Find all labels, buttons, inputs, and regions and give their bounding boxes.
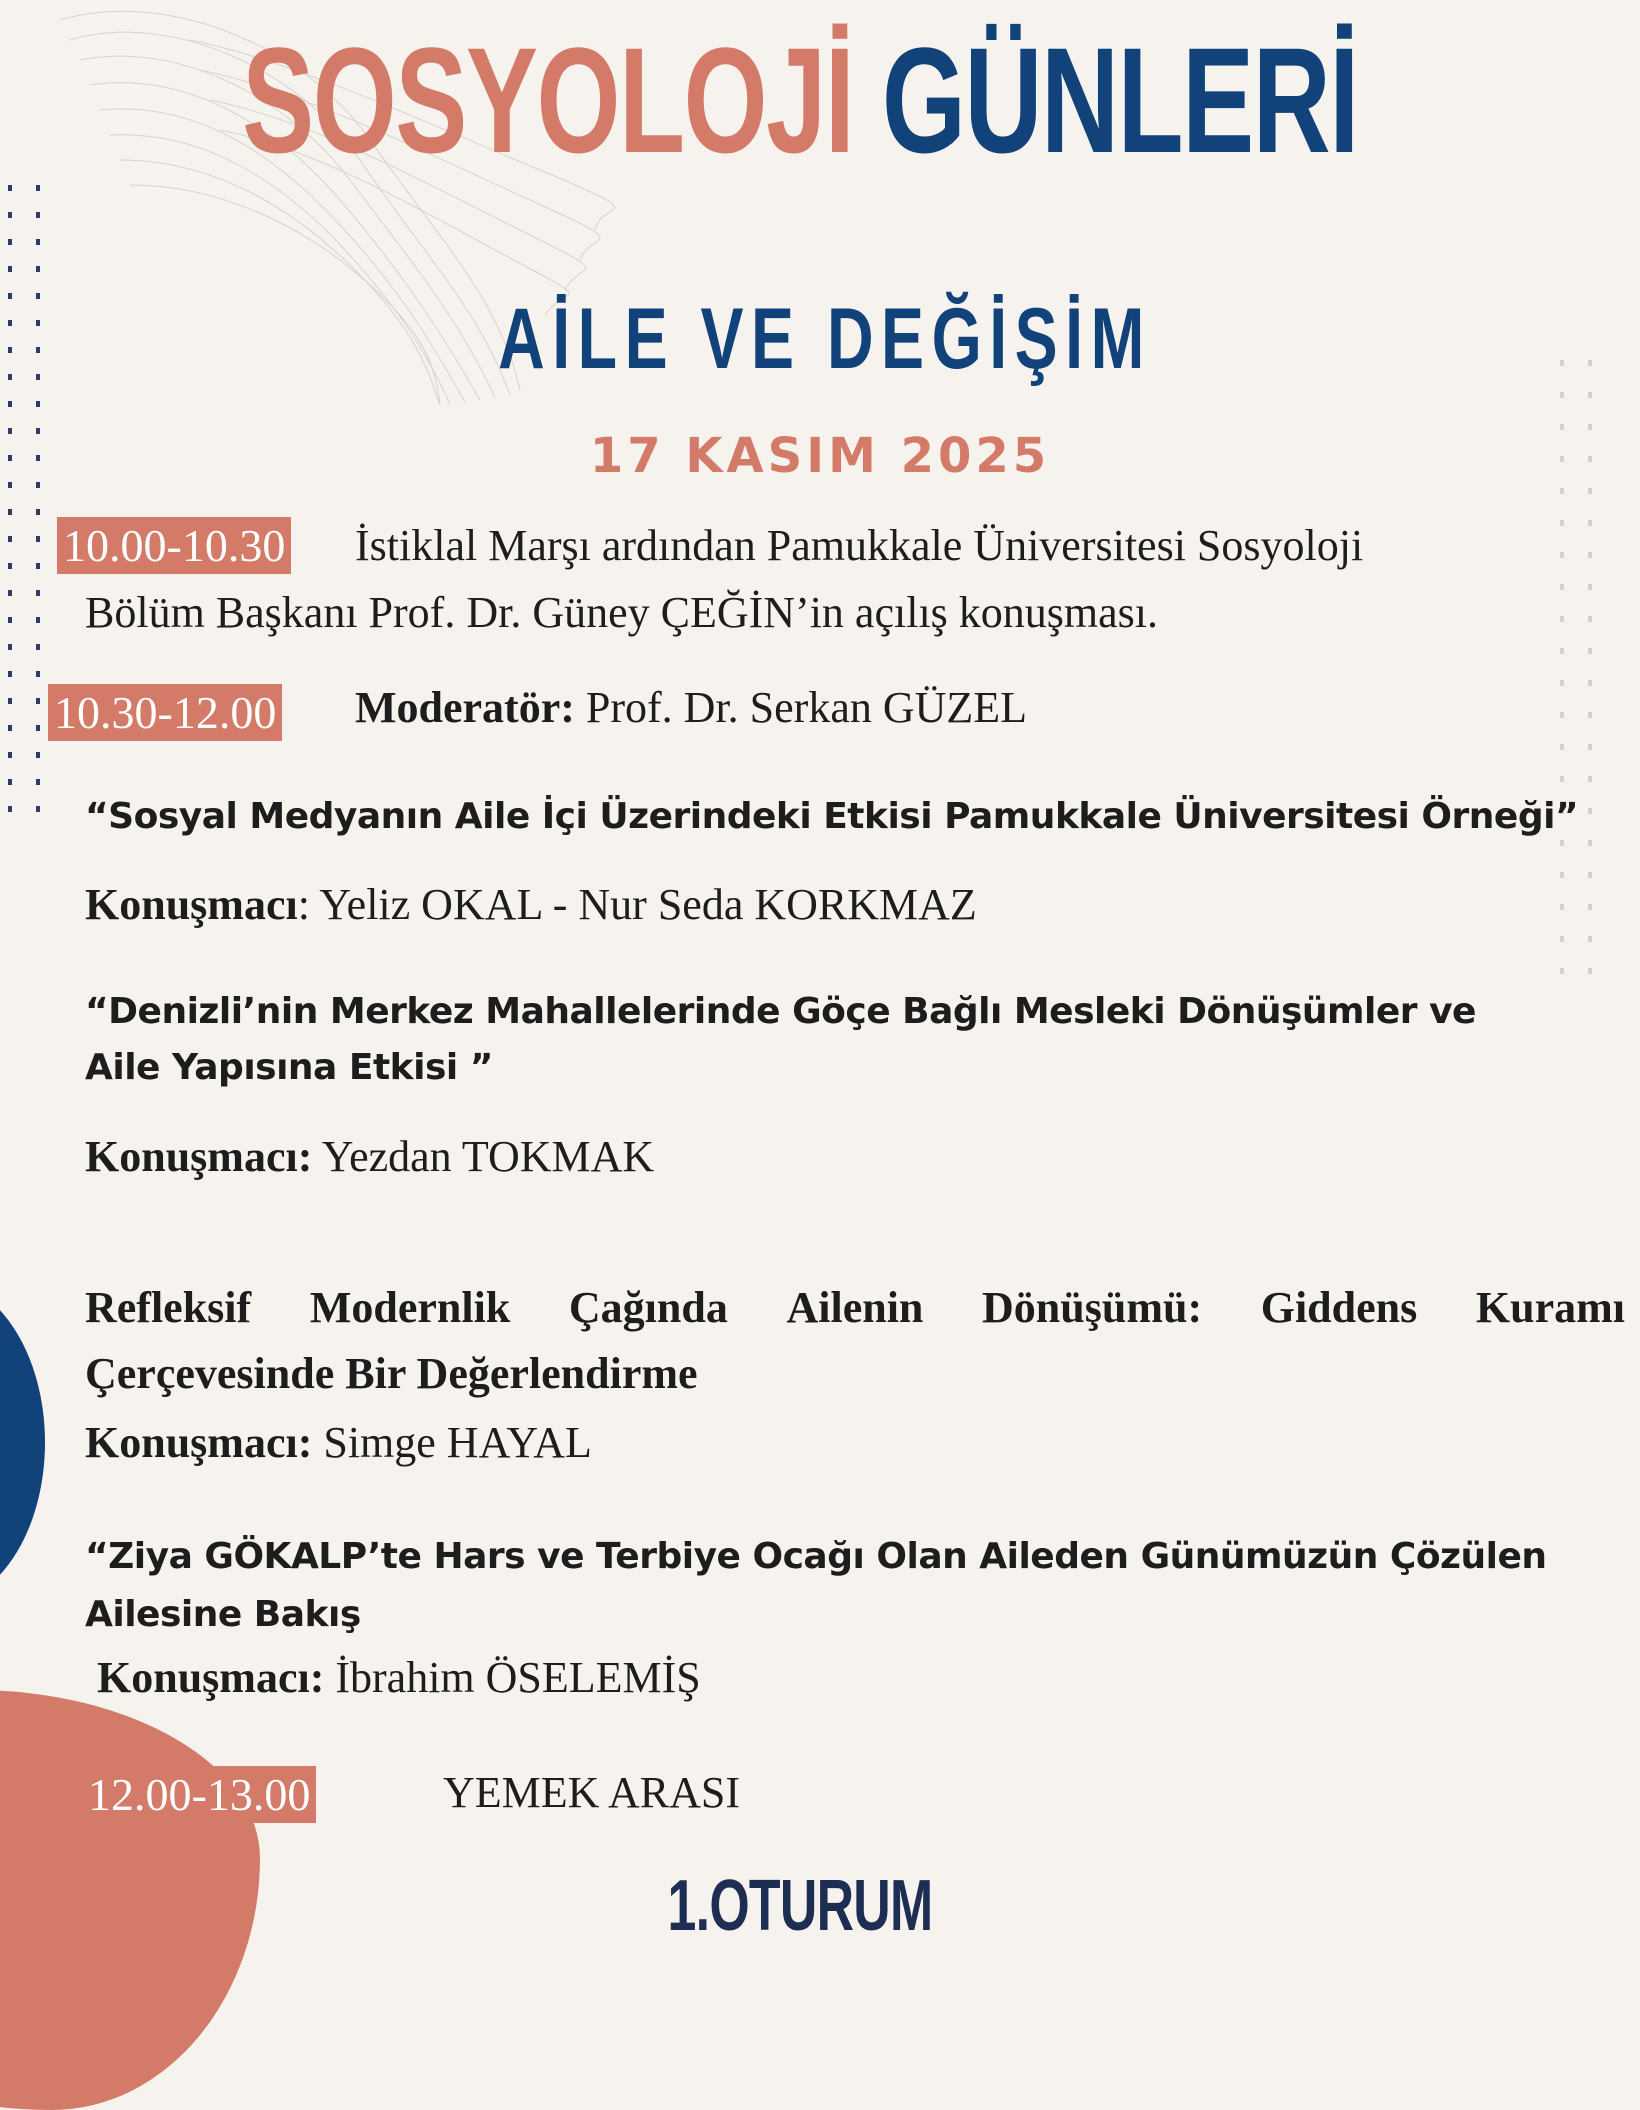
talk-3-speaker-label: Konuşmacı:	[85, 1418, 313, 1467]
opening-description-line1: İstiklal Marşı ardından Pamukkale Üniversitesi Sosyoloji	[355, 521, 1364, 570]
talk-2-title-line1: “Denizli’nin Merkez Mahallelerinde Göçe Bağlı Mesleki Dönüşümler ve	[85, 991, 1476, 1032]
dotted-pattern-left	[8, 185, 42, 830]
title-word-sosyoloji: SOSYOLOJİ	[242, 16, 854, 184]
talk-4-speaker	[97, 1650, 701, 1705]
talk-3-speaker-name: Simge HAYAL	[312, 1418, 592, 1467]
moderator-label: Moderatör:	[355, 683, 575, 732]
talk-3-title-line1	[85, 1280, 1625, 1335]
event-date: 17 KASIM 2025	[589, 428, 1051, 484]
talk-1-title: “Sosyal Medyanın Aile İçi Üzerindeki Etkisi Pamukkale Üniversitesi Örneği”	[85, 796, 1579, 837]
talk-2-speaker-name: Yezdan TOKMAK	[312, 1132, 655, 1181]
lunch-time-badge: 12.00-13.00	[82, 1766, 316, 1823]
talk-4-title-line2: Ailesine Bakış	[85, 1594, 361, 1635]
talk-2-speaker	[85, 1129, 654, 1184]
talk-3-speaker	[85, 1415, 592, 1470]
talk-2-title-line2: Aile Yapısına Etkisi ”	[85, 1047, 493, 1088]
session-number-label: 1.OTURUM	[667, 1866, 933, 1946]
lunch-row	[82, 1770, 316, 1821]
session-time-badge: 10.30-12.00	[48, 684, 282, 741]
opening-row	[57, 521, 291, 572]
talk-3-title-word: Çağında	[568, 1283, 728, 1332]
talk-3-title-word: Modernlik	[309, 1283, 511, 1332]
talk-1-speaker-name: Yeliz OKAL - Nur Seda KORKMAZ	[319, 880, 977, 929]
talk-1-speaker	[85, 877, 977, 932]
talk-3-title-word: Refleksif	[85, 1283, 252, 1332]
talk-4-speaker-label: Konuşmacı:	[97, 1653, 325, 1702]
session-row	[48, 688, 282, 739]
talk-3-title-line2: Çerçevesinde Bir Değerlendirme	[85, 1349, 698, 1398]
event-subtitle: AİLE VE DEĞİŞİM	[498, 291, 1152, 387]
talk-3-title-word: Ailenin	[786, 1283, 924, 1332]
coral-blob-decoration	[0, 1690, 260, 2110]
blue-semicircle-decoration	[0, 1280, 45, 1605]
opening-description-line2: Bölüm Başkanı Prof. Dr. Güney ÇEĞİN’in açılış konuşması.	[85, 588, 1159, 637]
talk-4-speaker-name: İbrahim ÖSELEMİŞ	[324, 1653, 701, 1702]
event-title	[224, 10, 1376, 190]
moderator-name: Prof. Dr. Serkan GÜZEL	[574, 683, 1028, 732]
talk-1-speaker-label: Konuşmacı	[85, 880, 298, 929]
moderator-line	[355, 680, 1027, 735]
talk-3-title-word: Dönüşümü:	[982, 1283, 1203, 1332]
talk-2-speaker-label: Konuşmacı:	[85, 1132, 313, 1181]
talk-4-title-line1: “Ziya GÖKALP’te Hars ve Terbiye Ocağı Olan Aileden Günümüzün Çözülen	[85, 1536, 1547, 1577]
talk-1-speaker-separator: :	[297, 880, 320, 929]
title-word-gunleri: GÜNLERİ	[881, 16, 1358, 184]
talk-3-title-word: Giddens	[1260, 1283, 1418, 1332]
lunch-label: YEMEK ARASI	[443, 1768, 741, 1817]
opening-time-badge: 10.00-10.30	[57, 517, 291, 574]
talk-3-title-word: Kuramı	[1475, 1283, 1625, 1332]
